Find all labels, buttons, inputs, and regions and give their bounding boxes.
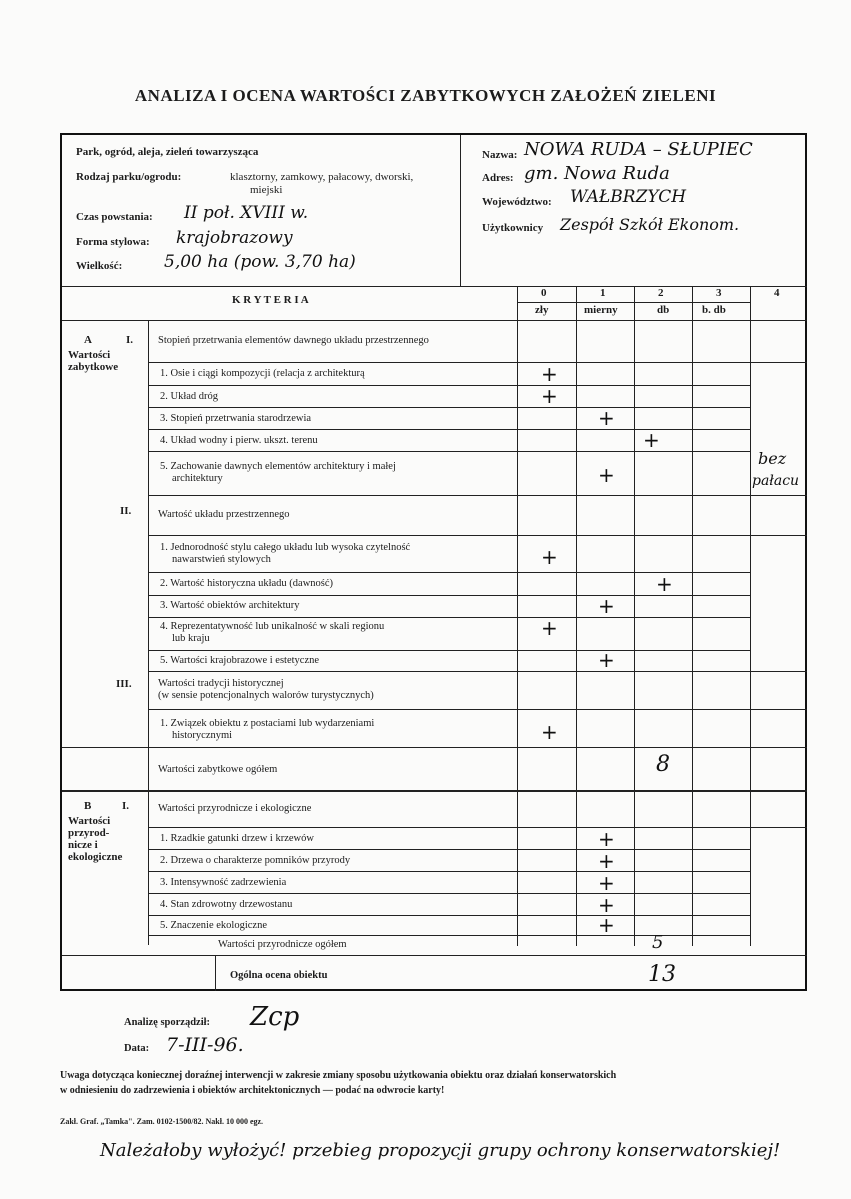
criterion-b1-1: 1. Rzadkie gatunki drzew i krzewów	[160, 833, 314, 844]
section-a-name-2: zabytkowe	[68, 361, 119, 373]
group-a1-line	[148, 362, 807, 363]
group-b1-line	[148, 827, 807, 828]
criterion-a2-1: 1. Jednorodność stylu całego układu lub wysoka czytelność	[160, 542, 411, 553]
score-3-word: b. db	[702, 304, 726, 316]
park-type-line: Park, ogród, aleja, zieleń towarzysząca	[76, 146, 259, 158]
notice-line-1: Uwaga dotycząca koniecznej doraźnej interwencji w zakresie zmiany sposobu użytkowania obiektu oraz działań konserwatorskich	[60, 1070, 617, 1081]
criterion-a3-1-cont: historycznymi	[172, 730, 233, 741]
mark-a1-2: +	[541, 384, 558, 408]
mark-a2-3: +	[598, 594, 615, 618]
handwritten-note: Należałoby wyłożyć! przebieg propozycji grupy ochrony konserwatorskiej!	[100, 1140, 781, 1161]
row-line	[148, 849, 750, 850]
mark-a1-3: +	[598, 406, 615, 430]
overall-left-line	[215, 955, 216, 991]
score-header-mid	[517, 302, 750, 303]
adres-value: gm. Nowa Ruda	[524, 163, 670, 184]
section-a-roman-2: II.	[120, 505, 132, 517]
printer-imprint: Zakł. Graf. „Tamka". Zam. 0102-1500/82. Nakł. 10 000 egz.	[60, 1117, 264, 1126]
criterion-a1-4: 4. Układ wodny i pierw. ukszt. terenu	[160, 435, 318, 446]
mark-a2-1: +	[541, 545, 558, 569]
date-label: Data:	[124, 1043, 150, 1054]
mark-b1-4: +	[598, 893, 615, 917]
forma-value: krajobrazowy	[176, 228, 293, 248]
row-line	[148, 617, 750, 618]
section-a-letter: A	[84, 334, 92, 346]
header-bottom-line	[62, 286, 807, 287]
overall-value: 13	[648, 962, 676, 987]
criterion-a1-3: 3. Stopień przetrwania starodrzewia	[160, 413, 312, 424]
mark-a3-1: +	[541, 720, 558, 744]
forma-label: Forma stylowa:	[76, 236, 150, 248]
overall-label: Ogólna ocena obiektu	[230, 970, 328, 981]
section-b-total-value: 5	[652, 932, 664, 953]
section-a-name-1: Wartości	[68, 349, 111, 361]
section-a-roman-3: III.	[116, 678, 132, 690]
criterion-a2-1-cont: nawarstwień stylowych	[172, 554, 271, 565]
score-2-num: 2	[658, 287, 664, 299]
wielkosc-label: Wielkość:	[76, 260, 123, 272]
nazwa-value: NOWA RUDA – SŁUPIEC	[524, 139, 753, 160]
criterion-a3-1: 1. Związek obiektu z postaciami lub wydarzeniami	[160, 718, 375, 729]
section-b-roman: I.	[122, 800, 130, 812]
mark-b1-5: +	[598, 913, 615, 937]
section-a-total-label: Wartości zabytkowe ogółem	[158, 764, 278, 775]
criterion-a2-3: 3. Wartość obiektów architektury	[160, 600, 300, 611]
section-b-name-3: nicze i	[68, 839, 98, 851]
mark-a2-2: +	[656, 572, 673, 596]
group-a3-subtitle: (w sensie potencjonalnych walorów turystycznych)	[158, 690, 374, 701]
row-line	[62, 747, 807, 748]
row-line	[148, 893, 750, 894]
row-line	[148, 407, 750, 408]
mark-b1-2: +	[598, 849, 615, 873]
section-a-bottom-line	[62, 790, 807, 792]
score-col-4-left	[750, 286, 751, 946]
criterion-a2-4-cont: lub kraju	[172, 633, 210, 644]
mark-a1-4: +	[643, 428, 660, 452]
uzytkownicy-value: Zespół Szkół Ekonom.	[560, 215, 740, 234]
group-b1-title: Wartości przyrodnicze i ekologiczne	[158, 803, 312, 814]
header-divider	[460, 135, 461, 286]
uzytkownicy-label: Użytkownicy	[482, 222, 544, 234]
section-b-total-label: Wartości przyrodnicze ogółem	[218, 939, 347, 950]
group-a2-line	[148, 535, 807, 536]
criterion-a1-5: 5. Zachowanie dawnych elementów architektury i małej	[160, 461, 396, 472]
mark-b1-1: +	[598, 827, 615, 851]
criterion-b1-3: 3. Intensywność zadrzewienia	[160, 877, 287, 888]
rodzaj-value: klasztorny, zamkowy, pałacowy, dworski,	[230, 171, 414, 183]
section-b-name-2: przyrod-	[68, 827, 110, 839]
row-line	[148, 871, 750, 872]
criterion-a2-4: 4. Reprezentatywność lub unikalność w skali regionu	[160, 621, 385, 632]
mark-a1-5: +	[598, 463, 615, 487]
group-a1-title: Stopień przetrwania elementów dawnego układu przestrzennego	[158, 335, 429, 346]
analysed-by-label: Analizę sporządził:	[124, 1017, 211, 1028]
row-line	[148, 650, 750, 651]
page-title: ANALIZA I OCENA WARTOŚCI ZABYTKOWYCH ZAŁOŻEŃ ZIELENI	[134, 86, 717, 105]
section-a-roman: I.	[126, 334, 134, 346]
row-line	[148, 915, 750, 916]
wojewodztwo-label: Województwo:	[482, 196, 552, 208]
criterion-a1-1: 1. Osie i ciągi kompozycji (relacja z architekturą	[160, 368, 365, 379]
mark-a2-5: +	[598, 648, 615, 672]
section-b-letter: B	[84, 800, 92, 812]
row-line	[148, 671, 807, 672]
group-a3-title: Wartości tradycji historycznej	[158, 678, 284, 689]
score-1-num: 1	[600, 287, 606, 299]
wojewodztwo-value: WAŁBRZYCH	[570, 187, 687, 207]
score-1-word: mierny	[584, 304, 618, 316]
score-0-word: zły	[535, 304, 549, 316]
criterion-b1-5: 5. Znaczenie ekologiczne	[160, 920, 267, 931]
section-b-name-4: ekologiczne	[68, 851, 123, 863]
evaluation-form	[60, 133, 807, 991]
analysed-by-signature: Zcp	[250, 1002, 300, 1032]
section-label-divider	[148, 320, 149, 945]
score-4-num: 4	[774, 287, 780, 299]
notice-line-2: w odniesieniu do zadrzewienia i obiektów architektonicznych — podać na odwrocie karty!	[60, 1085, 445, 1096]
side-note-1: bez	[758, 449, 787, 468]
criterion-b1-4: 4. Stan zdrowotny drzewostanu	[160, 899, 293, 910]
date-value: 7-III-96.	[166, 1034, 244, 1056]
section-b-name-1: Wartości	[68, 815, 111, 827]
rodzaj-label: Rodzaj parku/ogrodu:	[76, 171, 182, 183]
mark-a2-4: +	[541, 616, 558, 640]
nazwa-label: Nazwa:	[482, 149, 518, 161]
section-b-bottom-line	[62, 955, 807, 956]
row-line	[148, 385, 750, 386]
side-note-2: pałacu	[752, 473, 800, 489]
kryteria-label: K R Y T E R I A	[232, 294, 309, 306]
criterion-b1-2: 2. Drzewa o charakterze pomników przyrody	[160, 855, 351, 866]
mark-b1-3: +	[598, 871, 615, 895]
adres-label: Adres:	[482, 172, 514, 184]
criterion-a1-2: 2. Układ dróg	[160, 391, 219, 402]
score-3-num: 3	[716, 287, 722, 299]
kryteria-bottom-line	[62, 320, 807, 321]
wielkosc-value: 5,00 ha (pow. 3,70 ha)	[164, 252, 356, 272]
score-2-word: db	[657, 304, 670, 316]
section-a-total-value: 8	[656, 752, 670, 777]
czas-value: II poł. XVIII w.	[184, 203, 309, 223]
rodzaj-value-2: miejski	[250, 184, 283, 196]
group-a3-line	[148, 709, 807, 710]
czas-label: Czas powstania:	[76, 211, 153, 223]
mark-a1-1: +	[541, 362, 558, 386]
row-line	[148, 495, 807, 496]
group-a2-title: Wartość układu przestrzennego	[158, 509, 290, 520]
criterion-a2-5: 5. Wartości krajobrazowe i estetyczne	[160, 655, 320, 666]
criterion-a1-5-cont: architektury	[172, 473, 223, 484]
score-0-num: 0	[541, 287, 547, 299]
criterion-a2-2: 2. Wartość historyczna układu (dawność)	[160, 578, 334, 589]
